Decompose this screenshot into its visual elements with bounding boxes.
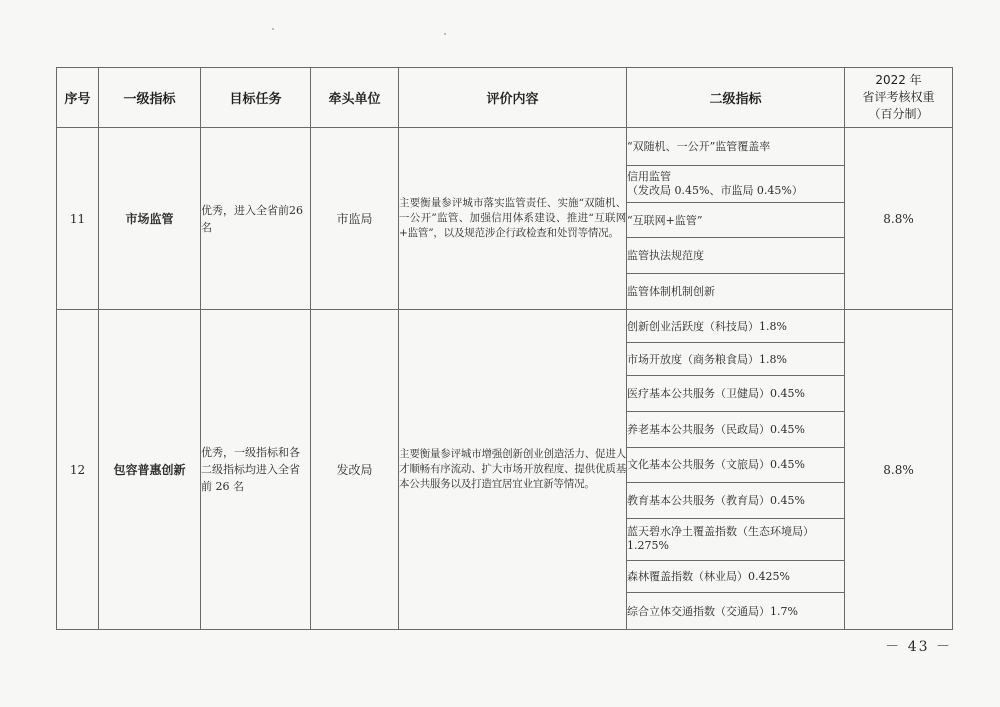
row-weight: 8.8% [845, 128, 953, 310]
row-weight: 8.8% [845, 310, 953, 630]
row-lead-unit: 市监局 [311, 128, 399, 310]
sub-indicator [627, 165, 845, 203]
header-level2: 二级指标 [627, 68, 845, 128]
table-row [57, 128, 953, 166]
sub-indicator: 综合立体交通指数（交通局）1.7% [627, 593, 845, 630]
table-row [57, 310, 953, 343]
sub-indicator: 蓝天碧水净土覆盖指数（生态环境局）1.275% [627, 518, 845, 560]
header-row [57, 68, 953, 128]
sub-indicator: 监管体制机制创新 [627, 273, 845, 310]
sub-indicator: 文化基本公共服务（文旅局）0.45% [627, 447, 845, 483]
header-weight [845, 68, 953, 128]
header-level1: 一级指标 [99, 68, 201, 128]
sub-indicator-line1: 信用监管 [627, 170, 671, 184]
header-no: 序号 [57, 68, 99, 128]
row-target: 优秀，一级指标和各二级指标均进入全省前 26 名 [201, 310, 311, 630]
header-target: 目标任务 [201, 68, 311, 128]
sub-indicator: 养老基本公共服务（民政局）0.45% [627, 412, 845, 448]
row-lead-unit: 发改局 [311, 310, 399, 630]
sub-indicator: 森林覆盖指数（林业局）0.425% [627, 560, 845, 593]
indicator-table [56, 67, 953, 630]
sub-indicator: 医疗基本公共服务（卫健局）0.45% [627, 376, 845, 412]
row-level1: 包容普惠创新 [99, 310, 201, 630]
sub-indicator: 监管执法规范度 [627, 237, 845, 273]
row-content: 主要衡量参评城市增强创新创业创造活力、促进人才顺畅有序流动、扩大市场开放程度、提供优质基本公共服务以及打造宜居宜业宜新等情况。 [399, 310, 627, 630]
sub-indicator-line2: （发改局 0.45%、市监局 0.45%） [627, 184, 803, 198]
sub-indicator: “双随机、一公开”监管覆盖率 [627, 128, 845, 166]
row-no: 12 [57, 310, 99, 630]
sub-indicator: 市场开放度（商务粮食局）1.8% [627, 342, 845, 376]
row-content: 主要衡量参评城市落实监管责任、实施“双随机、一公开”监管、加强信用体系建设、推进“互联网+监管”，以及规范涉企行政检查和处罚等情况。 [399, 128, 627, 310]
sub-indicator: 创新创业活跃度（科技局）1.8% [627, 310, 845, 343]
row-level1: 市场监管 [99, 128, 201, 310]
row-target: 优秀，进入全省前26名 [201, 128, 311, 310]
header-weight-line3: （百分制） [868, 107, 929, 122]
header-weight-line1: 2022 年 [875, 73, 922, 88]
scan-speck [272, 28, 274, 30]
header-weight-line2: 省评考核权重 [862, 90, 935, 105]
scan-speck [444, 33, 446, 35]
header-lead-unit: 牵头单位 [311, 68, 399, 128]
sub-indicator: “互联网+监管” [627, 203, 845, 238]
sub-indicator: 教育基本公共服务（教育局）0.45% [627, 483, 845, 519]
page-number: － 43 － [885, 639, 952, 655]
header-content: 评价内容 [399, 68, 627, 128]
row-no: 11 [57, 128, 99, 310]
